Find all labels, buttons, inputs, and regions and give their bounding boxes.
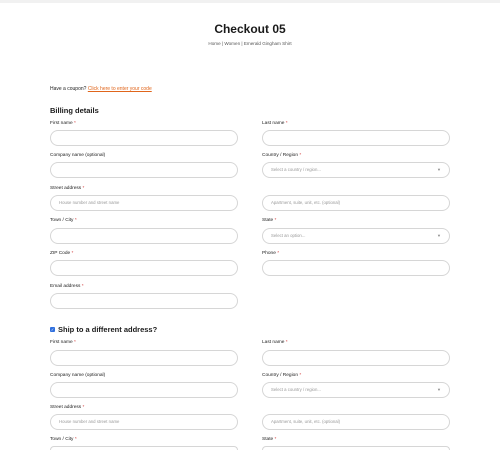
billing-first-name-input[interactable]: [50, 130, 238, 146]
breadcrumb: Home | Women | Emerald Gingham Shirt: [208, 41, 292, 46]
billing-state-select[interactable]: Select an option... ▼: [262, 228, 450, 244]
billing-country-select[interactable]: Select a country / region... ▼: [262, 162, 450, 178]
billing-state-label: State *: [262, 218, 277, 223]
shipping-state-select[interactable]: [262, 446, 450, 450]
billing-company-label: Company name (optional): [50, 153, 106, 158]
shipping-company-input[interactable]: [50, 382, 238, 398]
ship-different-checkbox[interactable]: [50, 327, 55, 332]
coupon-notice: [50, 86, 152, 92]
billing-last-name-label: Last name *: [262, 121, 288, 126]
billing-country-label: Country / Region *: [262, 153, 302, 158]
shipping-title: Ship to a different address?: [58, 325, 158, 334]
shipping-town-label: Town / City *: [50, 437, 77, 442]
shipping-last-name-label: Last name *: [262, 340, 288, 345]
billing-title: Billing details: [50, 106, 99, 115]
billing-town-label: Town / City *: [50, 218, 77, 223]
billing-zip-input[interactable]: [50, 260, 238, 276]
shipping-state-label: State *: [262, 437, 277, 442]
billing-street-label: Street address *: [50, 186, 85, 191]
billing-phone-label: Phone *: [262, 251, 280, 256]
coupon-link[interactable]: Click here to enter your code: [87, 86, 152, 92]
shipping-town-input[interactable]: [50, 446, 238, 450]
shipping-first-name-label: First name *: [50, 340, 76, 345]
billing-last-name-input[interactable]: [262, 130, 450, 146]
page-title: Checkout 05: [214, 22, 286, 36]
billing-company-input[interactable]: [50, 162, 238, 178]
billing-town-input[interactable]: [50, 228, 238, 244]
billing-phone-input[interactable]: [262, 260, 450, 276]
billing-email-input[interactable]: [50, 293, 238, 309]
billing-street-input[interactable]: House number and street name: [50, 195, 238, 211]
checkmark-icon: ✓: [50, 327, 55, 332]
billing-first-name-label: First name *: [50, 121, 76, 126]
shipping-street-label: Street address *: [50, 405, 85, 410]
shipping-first-name-input[interactable]: [50, 350, 238, 366]
coupon-text: Have a coupon?: [50, 86, 87, 92]
shipping-company-label: Company name (optional): [50, 373, 106, 378]
top-bar: [0, 0, 500, 3]
shipping-street-input[interactable]: House number and street name: [50, 414, 238, 430]
shipping-country-select[interactable]: Select a country / region... ▼: [262, 382, 450, 398]
billing-email-label: Email address *: [50, 284, 84, 289]
chevron-down-icon: ▼: [437, 167, 441, 172]
billing-zip-label: ZIP Code *: [50, 251, 74, 256]
shipping-apartment-input[interactable]: Apartment, suite, unit, etc. (optional): [262, 414, 450, 430]
chevron-down-icon: ▼: [437, 387, 441, 392]
chevron-down-icon: ▼: [437, 233, 441, 238]
shipping-last-name-input[interactable]: [262, 350, 450, 366]
billing-apartment-input[interactable]: Apartment, suite, unit, etc. (optional): [262, 195, 450, 211]
shipping-country-label: Country / Region *: [262, 373, 302, 378]
